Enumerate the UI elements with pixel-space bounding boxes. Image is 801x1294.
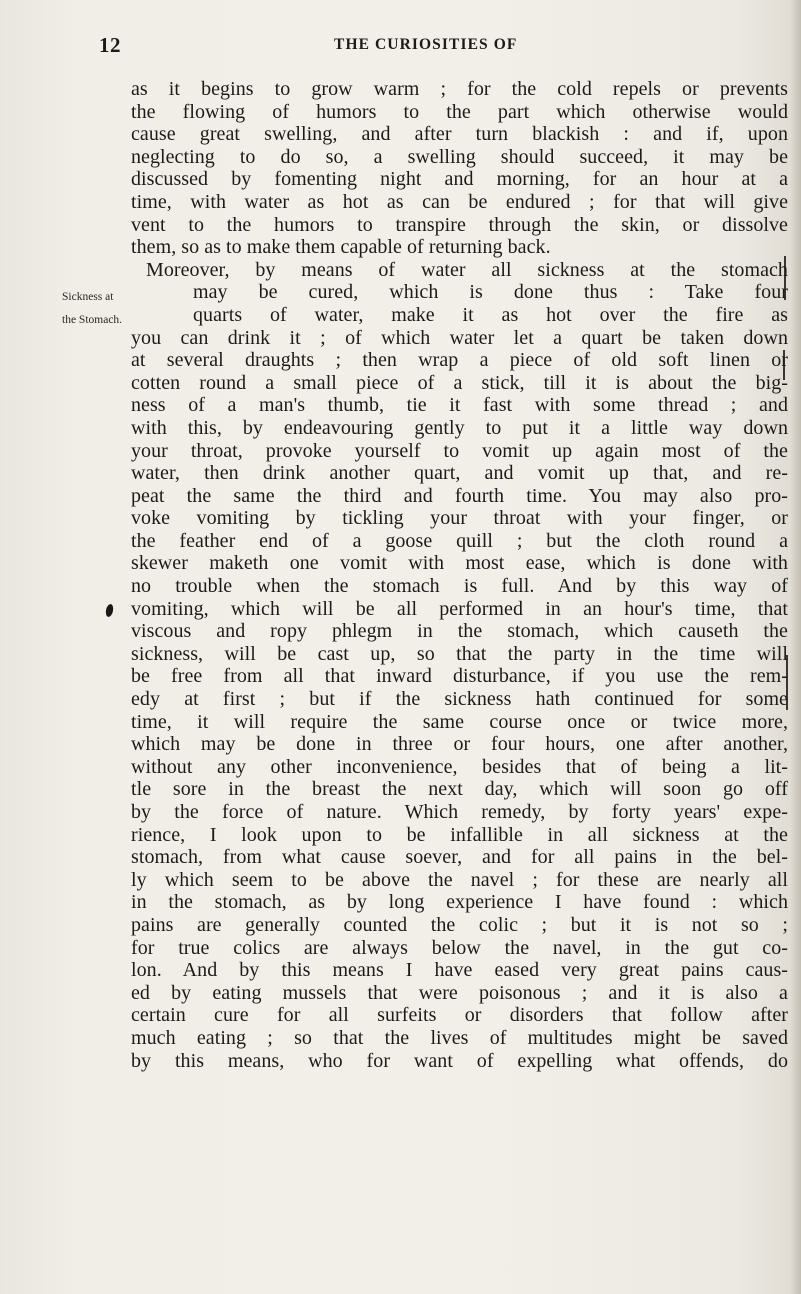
body-text	[131, 78, 788, 1072]
text-line: water, then drink another quart, and vomit up that, and re-	[131, 462, 788, 485]
text-line: may be cured, which is done thus : Take four	[193, 281, 788, 304]
text-line: discussed by fomenting night and morning, for an hour at a	[131, 168, 788, 191]
text-line: the feather end of a goose quill ; but the cloth round a	[131, 529, 788, 552]
text-line: as it begins to grow warm ; for the cold repels or prevents	[131, 78, 788, 100]
text-line: without any other inconvenience, besides that of being a lit-	[131, 755, 788, 778]
text-line: neglecting to do so, a swelling should succeed, it may be	[131, 145, 788, 168]
text-line: be free from all that inward disturbance, if you use the rem-	[131, 665, 788, 688]
page-header	[0, 33, 801, 63]
text-line: voke vomiting by tickling your throat with your finger, or	[131, 507, 788, 530]
text-line: stomach, from what cause soever, and for all pains in the bel-	[131, 846, 788, 869]
text-line: sickness, will be cast up, so that the party in the time will	[131, 642, 788, 665]
text-line: time, with water as hot as can be endured ; for that will give	[131, 190, 788, 213]
text-line: which may be done in three or four hours, one after another,	[131, 733, 788, 756]
text-line: lon. And by this means I have eased very great pains caus-	[131, 959, 788, 982]
text-line: pains are generally counted the colic ; but it is not so ;	[131, 913, 788, 936]
margin-note-line: the Stomach.	[62, 314, 123, 326]
text-line: much eating ; so that the lives of multitudes might be saved	[131, 1026, 788, 1049]
text-line: time, it will require the same course once or twice more,	[131, 710, 788, 733]
text-line: them, so as to make them capable of returning back.	[131, 236, 551, 259]
text-line: skewer maketh one vomit with most ease, which is done with	[131, 552, 788, 575]
running-head: THE CURIOSITIES OF	[334, 36, 518, 53]
text-line: vomiting, which will be all performed in an hour's time, that	[131, 597, 788, 620]
margin-note-line: Sickness at	[62, 291, 114, 303]
text-line: for true colics are always below the navel, in the gut co-	[131, 936, 788, 959]
text-line: Moreover, by means of water all sickness at the stomach	[146, 258, 788, 281]
text-line: at several draughts ; then wrap a piece of old soft linen or	[131, 349, 788, 372]
text-line: in the stomach, as by long experience I have found : which	[131, 891, 788, 914]
text-line: edy at first ; but if the sickness hath continued for some	[131, 688, 788, 711]
text-line: certain cure for all surfeits or disorders that follow after	[131, 1004, 788, 1027]
text-line: cause great swelling, and after turn blackish : and if, upon	[131, 123, 788, 146]
text-line: quarts of water, make it as hot over the fire as	[193, 303, 788, 326]
text-line: no trouble when the stomach is full. And by this way of	[131, 575, 788, 598]
page-number: 12	[99, 33, 121, 57]
text-line: vent to the humors to transpire through the skin, or dissolve	[131, 213, 788, 236]
text-line: peat the same the third and fourth time. You may also pro-	[131, 484, 788, 507]
text-line: by the force of nature. Which remedy, by forty years' expe-	[131, 801, 788, 823]
text-line: the flowing of humors to the part which otherwise would	[131, 100, 788, 123]
page-edge-shadow	[789, 0, 801, 1294]
margin-ink-dot	[105, 603, 115, 617]
margin-note	[62, 290, 142, 327]
text-line: cotten round a small piece of a stick, till it is about the big-	[131, 371, 788, 394]
text-line: rience, I look upon to be infallible in all sickness at the	[131, 823, 788, 846]
text-line: with this, by endeavouring gently to put it a little way down	[131, 416, 788, 439]
text-line: viscous and ropy phlegm in the stomach, which causeth the	[131, 620, 788, 643]
text-line: ly which seem to be above the navel ; for these are nearly all	[131, 868, 788, 891]
text-line: by this means, who for want of expelling what offends, do	[131, 1049, 788, 1072]
text-line: ed by eating mussels that were poisonous ; and it is also a	[131, 981, 788, 1004]
text-line: ness of a man's thumb, tie it fast with some thread ; and	[131, 394, 788, 417]
text-line: you can drink it ; of which water let a quart be taken down	[131, 326, 788, 349]
text-line: your throat, provoke yourself to vomit up again most of the	[131, 439, 788, 462]
text-line: tle sore in the breast the next day, which will soon go off	[131, 778, 788, 801]
